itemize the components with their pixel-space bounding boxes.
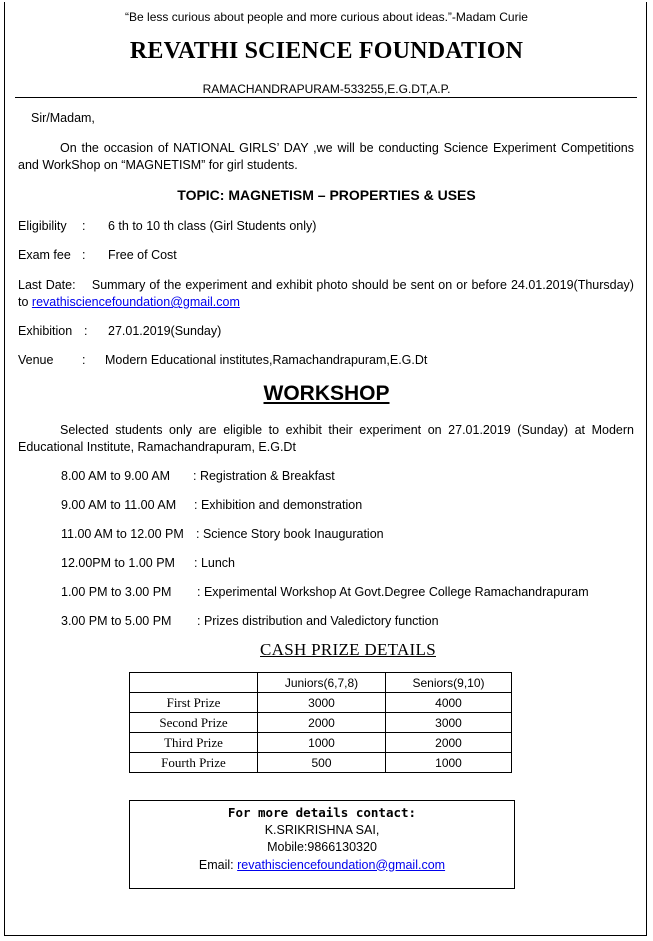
prize-label	[130, 713, 258, 733]
prize-label	[130, 733, 258, 753]
schedule-desc: : Exhibition and demonstration	[194, 498, 363, 512]
prize-label-text: First Prize	[166, 694, 221, 710]
table-header-cell: Juniors(6,7,8)	[258, 673, 386, 693]
table-row	[130, 713, 512, 733]
schedule-desc: : Registration & Breakfast	[193, 469, 335, 483]
seniors-amount: 1000	[386, 753, 512, 773]
venue-colon: :	[82, 353, 86, 367]
contact-email-line	[130, 857, 514, 875]
table-row	[130, 753, 512, 773]
salutation: Sir/Madam,	[31, 111, 95, 125]
contact-mobile: Mobile:9866130320	[267, 840, 377, 854]
exhibition-colon: :	[84, 324, 88, 338]
eligibility-value: 6 th to 10 th class (Girl Students only)	[108, 219, 317, 233]
exhibition-value: 27.01.2019(Sunday)	[108, 324, 222, 338]
eligibility-colon: :	[82, 219, 86, 233]
workshop-intro: Selected students only are eligible to exhibit their experiment on 27.01.2019 (Sunday) at Modern Educational Institute, Ramachandrapuram, E.G.Dt	[18, 423, 634, 454]
fee-colon: :	[82, 248, 86, 262]
table-header-cell: Seniors(9,10)	[386, 673, 512, 693]
prize-label-text: Third Prize	[164, 734, 223, 750]
prize-label	[130, 753, 258, 773]
contact-heading: For more details contact:	[227, 805, 417, 820]
last-date-text: Summary of the experiment and exhibit photo should be sent on or before 24.01.2019(Thursday) to	[18, 278, 634, 309]
table-header-row	[130, 673, 512, 693]
seniors-amount: 2000	[386, 733, 512, 753]
header-quote: “Be less curious about people and more curious about ideas.”-Madam Curie	[125, 10, 528, 24]
table-header-cell	[130, 673, 258, 693]
contact-email-label: Email:	[198, 857, 234, 872]
venue-value: Modern Educational institutes,Ramachandrapuram,E.G.Dt	[105, 353, 428, 367]
last-date-paragraph	[18, 277, 634, 311]
contact-email-link[interactable]: revathisciencefoundation@gmail.com	[237, 857, 446, 872]
schedule-time: 12.00PM to 1.00 PM	[61, 556, 175, 570]
fee-label: Exam fee	[18, 248, 71, 262]
venue-label: Venue	[18, 353, 54, 367]
eligibility-label: Eligibility	[18, 219, 67, 233]
topic-heading: TOPIC: MAGNETISM – PROPERTIES & USES	[177, 187, 476, 203]
seniors-amount: 4000	[386, 693, 512, 713]
seniors-amount: 3000	[386, 713, 512, 733]
table-row	[130, 693, 512, 713]
schedule-desc: : Science Story book Inauguration	[196, 527, 384, 541]
juniors-amount: 500	[258, 753, 386, 773]
intro-paragraph: On the occasion of NATIONAL GIRLS’ DAY ,we will be conducting Science Experiment Competitions and WorkShop on “MAGNETISM” for girl students.	[18, 141, 634, 172]
schedule-time: 1.00 PM to 3.00 PM	[61, 585, 172, 599]
schedule-desc: : Experimental Workshop At Govt.Degree College Ramachandrapuram	[197, 585, 589, 599]
schedule-time: 8.00 AM to 9.00 AM	[61, 469, 171, 483]
header-address: RAMACHANDRAPURAM-533255,E.G.DT,A.P.	[202, 82, 451, 96]
schedule-time: 11.00 AM to 12.00 PM	[61, 527, 184, 541]
schedule-time: 3.00 PM to 5.00 PM	[61, 614, 172, 628]
last-date-label: Last Date:	[18, 278, 76, 292]
contact-name: K.SRIKRISHNA SAI,	[264, 822, 380, 837]
fee-value: Free of Cost	[108, 248, 177, 262]
workshop-heading: WORKSHOP	[263, 382, 390, 405]
prize-label-text: Fourth Prize	[161, 754, 226, 770]
schedule-time: 9.00 AM to 11.00 AM	[61, 498, 177, 512]
page-title: REVATHI SCIENCE FOUNDATION	[129, 38, 524, 64]
header-divider	[15, 97, 637, 98]
prize-table	[129, 672, 512, 773]
juniors-amount: 1000	[258, 733, 386, 753]
email-link[interactable]: revathisciencefoundation@gmail.com	[31, 295, 240, 309]
juniors-amount: 3000	[258, 693, 386, 713]
juniors-amount: 2000	[258, 713, 386, 733]
prize-label-text: Second Prize	[159, 714, 228, 730]
cash-prize-heading: CASH PRIZE DETAILS	[260, 640, 436, 659]
prize-label	[130, 693, 258, 713]
exhibition-label: Exhibition	[18, 324, 73, 338]
schedule-desc: : Prizes distribution and Valedictory function	[197, 614, 439, 628]
contact-box	[129, 800, 515, 889]
schedule-desc: : Lunch	[194, 556, 236, 570]
table-row	[130, 733, 512, 753]
